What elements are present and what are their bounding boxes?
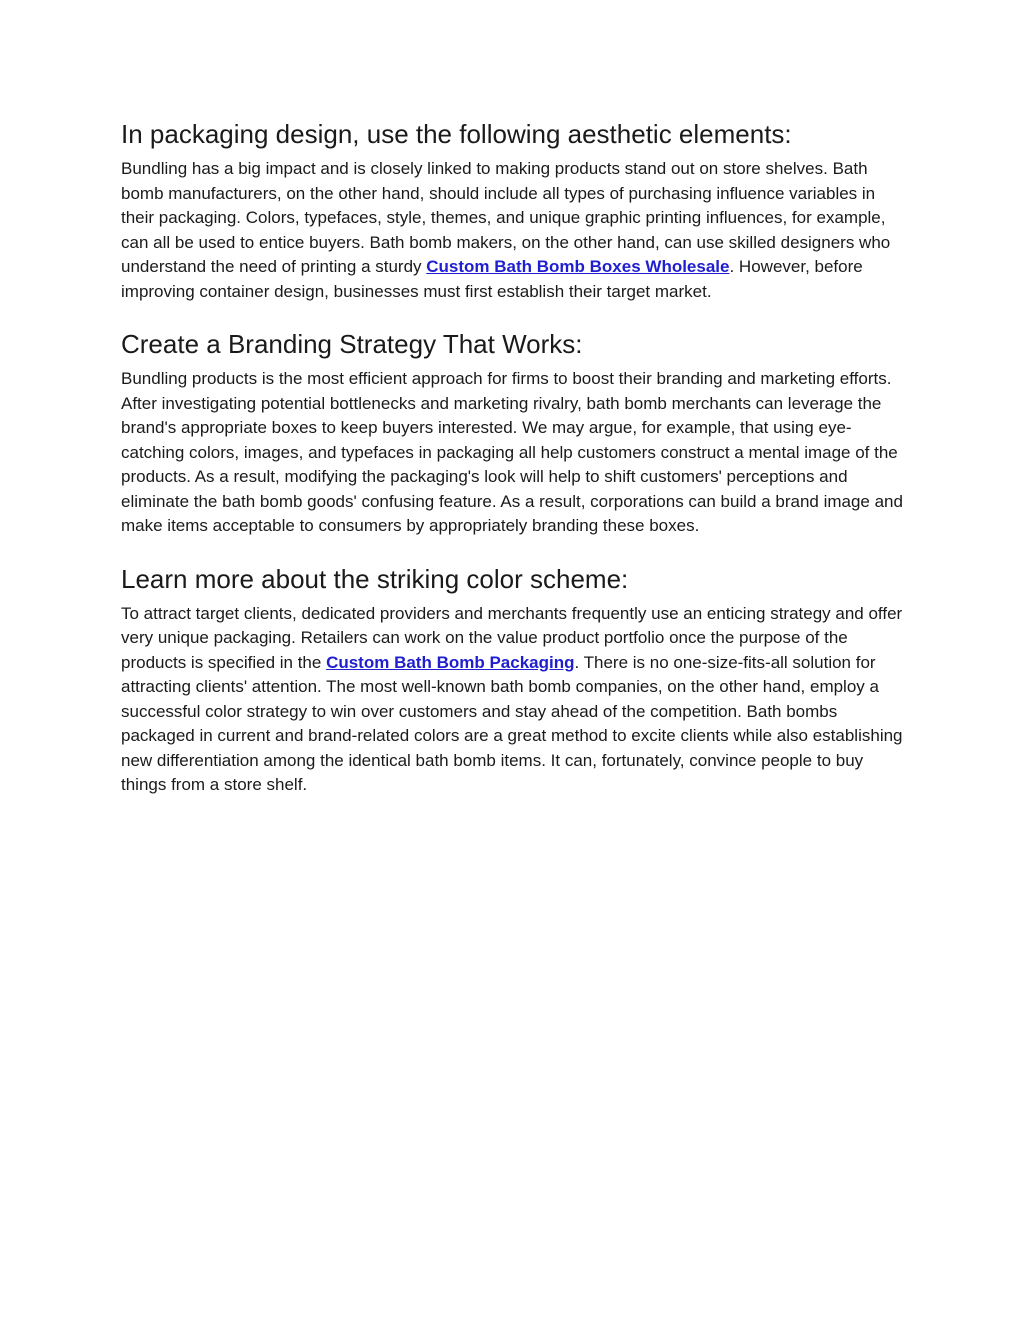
paragraph-color-scheme bbox=[121, 602, 911, 798]
custom-bath-bomb-boxes-wholesale-link[interactable]: Custom Bath Bomb Boxes Wholesale bbox=[426, 257, 730, 276]
section-color-scheme bbox=[121, 562, 911, 798]
document-page bbox=[121, 117, 911, 798]
section-branding-strategy bbox=[121, 327, 911, 539]
paragraph-text: To attract target clients, dedicated providers and merchants frequently use an enticing strategy and offer very unique packaging. Retailers can work on the value product portfolio once the purpose of the products is specified in the bbox=[121, 603, 903, 672]
heading-branding-strategy: Create a Branding Strategy That Works: bbox=[121, 329, 583, 359]
heading-aesthetic-elements: In packaging design, use the following aesthetic elements: bbox=[121, 119, 792, 149]
paragraph-aesthetic-elements bbox=[121, 157, 911, 304]
paragraph-text: . However, before improving container design, businesses must first establish their target market. bbox=[121, 257, 863, 301]
paragraph-text: . There is no one-size-fits-all solution for attracting clients' attention. The most well-known bath bomb companies, on the other hand, employ a successful color strategy to win over customers and stay ahead of the competition. Bath bombs packaged in current and brand-related colors are a great method to excite clients while also establishing new differentiation among the identical bath bomb items. It can, fortunately, convince people to buy things from a store shelf. bbox=[121, 652, 903, 794]
section-aesthetic-elements bbox=[121, 117, 911, 304]
custom-bath-bomb-packaging-link[interactable]: Custom Bath Bomb Packaging bbox=[326, 652, 575, 672]
paragraph-branding-strategy: Bundling products is the most efficient approach for firms to boost their branding and marketing efforts. After investigating potential bottlenecks and marketing rivalry, bath bomb merchants can leverage the brand's appropriate boxes to keep buyers interested. We may argue, for example, that using eye-catching colors, images, and typefaces in packaging all help customers construct a mental image of the products. As a result, modifying the packaging's look will help to shift customers' perceptions and eliminate the bath bomb goods' confusing feature. As a result, corporations can build a brand image and make items acceptable to consumers by appropriately branding these boxes. bbox=[121, 369, 903, 535]
paragraph-text: Bundling has a big impact and is closely linked to making products stand out on store shelves. Bath bomb manufacturers, on the other hand, should include all types of purchasing influence variables in their packaging. Colors, typefaces, style, themes, and unique graphic printing influences, for example, can all be used to entice buyers. Bath bomb makers, on the other hand, can use skilled designers who understand the need of printing a sturdy bbox=[121, 159, 891, 276]
heading-color-scheme: Learn more about the striking color scheme: bbox=[121, 563, 629, 594]
